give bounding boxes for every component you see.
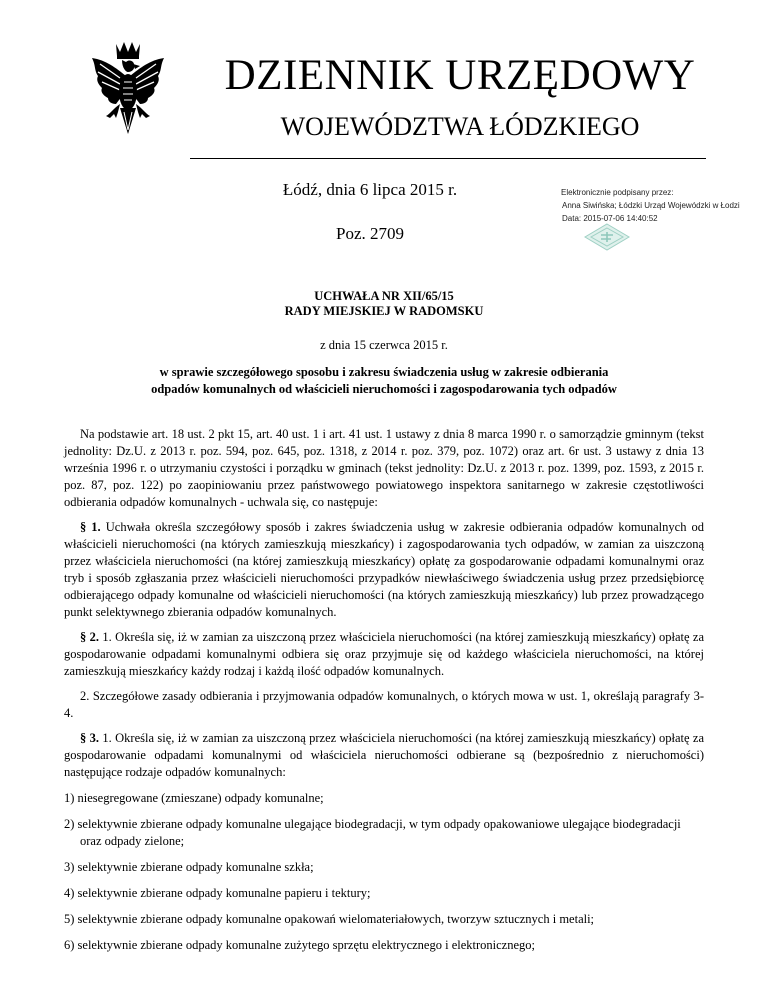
section-number: § 3.	[80, 731, 99, 745]
section-2-paragraph-2: 2. Szczegółowe zasady odbierania i przyjmowania odpadów komunalnych, o których mowa w ust. 1, określają paragrafy 3-4.	[64, 689, 704, 720]
waste-types-list	[64, 790, 704, 954]
section-1	[64, 519, 704, 621]
signature-stamp-icon	[583, 222, 631, 252]
section-text: 1. Określa się, iż w zamian za uiszczoną przez właściciela nieruchomości (na której zamieszkują mieszkańcy) opłatę za gospodarowanie odpadami komunalnymi odbiera się oraz przyjmuje się od każdego właściciela nieruchomości, na której zamieszkują mieszkańcy każdy rodzaj i każdą ilość odpadów komunalnych.	[64, 630, 704, 678]
journal-subtitle: WOJEWÓDZTWA ŁÓDZKIEGO	[280, 112, 640, 141]
publication-date: Łódź, dnia 6 lipca 2015 r.	[282, 180, 458, 199]
act-date: z dnia 15 czerwca 2015 r.	[320, 338, 448, 352]
section-text: Uchwała określa szczegółowy sposób i zakres świadczenia usług w zakresie odbierania odpadów komunalnych od właścicieli nieruchomości (na których zamieszkują mieszkańcy) i zagospodarowania tych odpadów, w zamian za uiszczoną przez właściciela nieruchomości (na której zamieszkują mieszkańcy) opłatę za gospodarowanie odpadami komunalnymi oraz tryb i sposób zgłaszania przez właścicieli nieruchomości przypadków niewłaściwego świadczenia usług przez przedsiębiorcę odbierającego odpady komunalne od właścicieli nieruchomości (na których zamieszkują mieszkańcy) lub przez prowadzącego punkt selektywnego zbierania odpadów komunalnych.	[64, 520, 705, 619]
section-2	[64, 629, 704, 680]
act-body	[64, 426, 704, 954]
list-item: 4) selektywnie zbierane odpady komunalne papieru i tektury;	[64, 886, 371, 900]
act-number: UCHWAŁA NR XII/65/15	[314, 289, 454, 303]
act-subject-line: odpadów komunalnych od właścicieli nieruchomości i zagospodarowania tych odpadów	[151, 382, 617, 396]
journal-title: DZIENNIK URZĘDOWY	[224, 52, 696, 99]
preamble: Na podstawie art. 18 ust. 2 pkt 15, art. 40 ust. 1 i art. 41 ust. 1 ustawy z dnia 8 marca 1990 r. o samorządzie gminnym (tekst jednolity: Dz.U. z 2013 r. poz. 594, poz. 645, poz. 1318, z 2014 r. poz. 379, poz. 1072) oraz art. 6r ust. 3 ustawy z dnia 13 września 1996 r. o utrzymaniu czystości i porządku w gminach (tekst jednolity: Dz.U. z 2013 r. poz. 1399, poz. 1593, z 2015 r. poz. 87, poz. 122) po zaopiniowaniu przez państwowego powiatowego inspektora sanitarnego w zakresie częstotliwości odbierania odpadów komunalnych - uchwala się, co następuje:	[64, 427, 704, 509]
position-number: Poz. 2709	[336, 224, 404, 243]
list-item: 2) selektywnie zbierane odpady komunalne ulegające biodegradacji, w tym odpady opakowaniowe ulegające biodegradacji oraz odpady zielone;	[64, 817, 681, 848]
header-divider	[190, 158, 706, 159]
list-item: 1) niesegregowane (zmieszane) odpady komunalne;	[64, 791, 324, 805]
act-authority: RADY MIEJSKIEJ W RADOMSKU	[284, 304, 484, 318]
list-item: 5) selektywnie zbierane odpady komunalne opakowań wielomateriałowych, tworzyw sztucznych i metali;	[64, 912, 595, 926]
section-number: § 2.	[80, 630, 99, 644]
polish-eagle-emblem-icon	[86, 38, 170, 142]
act-title	[80, 289, 688, 319]
electronic-signature	[561, 186, 761, 225]
signature-date: Data: 2015-07-06 14:40:52	[562, 214, 658, 223]
section-text: 1. Określa się, iż w zamian za uiszczoną przez właściciela nieruchomości (na której zamieszkują mieszkańcy) opłatę za gospodarowanie odpadami komunalnymi od właściciela nieruchomości odbierane są (bezpośrednio z nieruchomości) następujące rodzaje odpadów komunalnych:	[64, 731, 704, 779]
section-number: § 1.	[80, 520, 101, 534]
signature-signer: Anna Siwińska; Łódzki Urząd Wojewódzki w Łodzi	[562, 201, 740, 210]
list-item: 3) selektywnie zbierane odpady komunalne szkła;	[64, 860, 314, 874]
list-item: 6) selektywnie zbierane odpady komunalne zużytego sprzętu elektrycznego i elektronicznego;	[64, 938, 535, 952]
signature-caption: Elektronicznie podpisany przez:	[561, 188, 674, 197]
section-3	[64, 730, 704, 781]
act-subject	[80, 364, 688, 398]
act-subject-line: w sprawie szczegółowego sposobu i zakresu świadczenia usług w zakresie odbierania	[159, 365, 609, 379]
